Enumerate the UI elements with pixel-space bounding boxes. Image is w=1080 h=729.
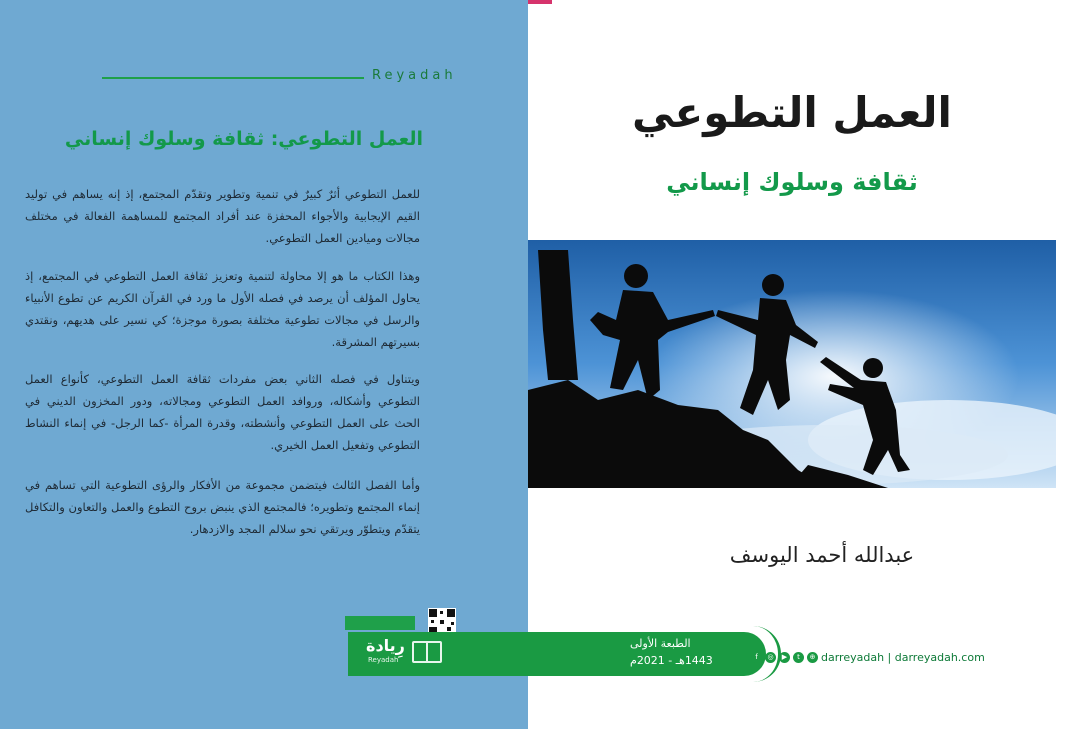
- open-book-icon: [412, 641, 442, 663]
- author-name: عبدالله أحمد اليوسف: [729, 543, 915, 567]
- back-paragraph-3: ويتناول في فصله الثاني بعض مفردات ثقافة العمل التطوعي، كأنواع العمل التطوعي وأشكاله، وروافد العمل التطوعي ومجالاته، ودور المخزون الديني في الحث على العمل التطوعي وأنشطته، وقدرة المرأة -كما الرجل- في إنماء النشاط التطوعي وتفعيل العمل الخيري.: [25, 372, 420, 452]
- youtube-icon: ▶: [779, 652, 790, 663]
- back-paragraph-4: وأما الفصل الثالث فيتضمن مجموعة من الأفكار والرؤى التطوعية التي تساهم في إنماء المجتمع وتطويره؛ فالمجتمع الذي ينبض بروح التطوع والعمل والتعاون والتكافل يتقدّم ويتطوّر ويرتقي نحو سلالم المجد والازدهار.: [25, 478, 420, 536]
- publisher-band: [348, 632, 766, 676]
- back-title: العمل التطوعي: ثقافة وسلوك إنساني: [64, 128, 423, 150]
- brand-divider: [102, 77, 364, 79]
- book-subtitle: ثقافة وسلوك إنساني: [666, 168, 918, 196]
- publisher-logo-arabic: رِيادة: [366, 636, 405, 655]
- publisher-logo-english: Reyadah: [368, 656, 399, 664]
- brand-name: Reyadah: [372, 68, 457, 83]
- twitter-icon: t: [793, 652, 804, 663]
- climbers-helping-silhouette-photo: [528, 240, 1056, 488]
- front-cover: [528, 0, 1080, 729]
- facebook-icon: f: [751, 652, 762, 663]
- publisher-contacts: [751, 649, 985, 665]
- back-paragraph-1: للعمل التطوعي أثرٌ كبيرٌ في تنمية وتطوير وتقدّم المجتمع، إذ إنه يساهم في توليد القيم الإيجابية والأجواء المحفزة عند أفراد المجتمع للمساهمة الفعالة في مختلف مجالات وميادين العمل التطوعي.: [25, 187, 420, 245]
- barcode-placeholder: [345, 616, 415, 630]
- web-globe-icon: ⊕: [807, 652, 818, 663]
- contacts-text: darreyadah | darreyadah.com: [821, 650, 985, 664]
- top-accent: [528, 0, 552, 4]
- instagram-icon: ◎: [765, 652, 776, 663]
- back-paragraph-2: وهذا الكتاب ما هو إلا محاولة لتنمية وتعزيز ثقافة العمل التطوعي في المجتمع، إذ يحاول المؤلف أن يرصد في فصله الأول ما ورد في القرآن الكريم عن تطوع الأنبياء والرسل في مجالات تطوعية مختلفة بصورة موجزة؛ كي نسير على هديهم، ونقتدي بسيرتهم المشرقة.: [25, 269, 420, 349]
- book-title: العمل التطوعي: [632, 88, 952, 137]
- edition-year: 1443هـ - 2021م: [630, 654, 713, 667]
- edition-label: الطبعة الأولى: [630, 637, 691, 650]
- back-cover: [0, 0, 528, 729]
